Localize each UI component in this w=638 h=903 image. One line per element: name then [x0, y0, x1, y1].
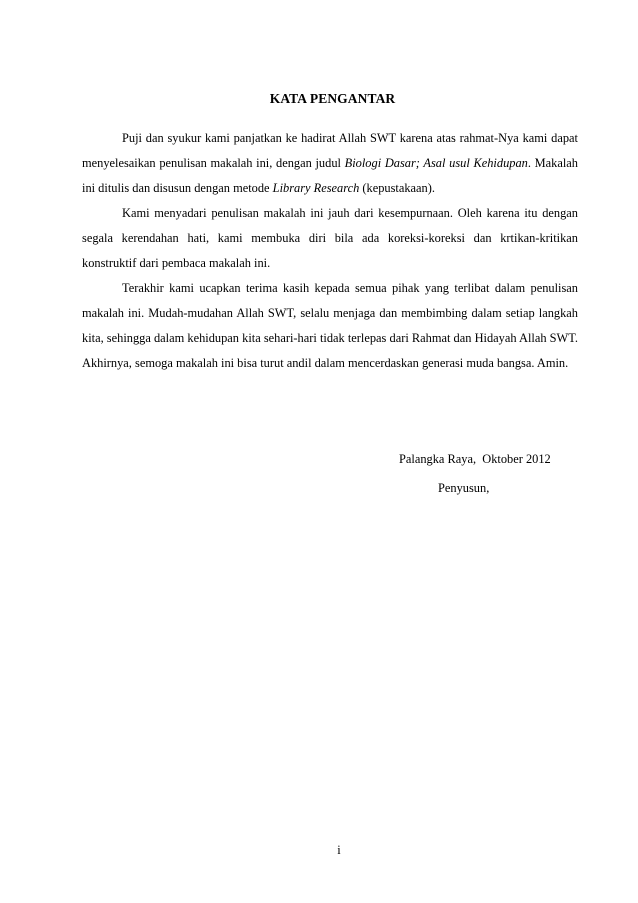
paragraph-acknowledgement: [82, 201, 578, 276]
paragraph-text: (kepustakaan).: [359, 181, 435, 195]
paragraph-text: Terakhir kami ucapkan terima kasih kepada semua pihak yang terlibat dalam penulisan makalah ini. Mudah-mudahan Allah SWT, selalu menjaga dan membimbing dalam setiap langkah kita, sehingga dalam kehidupan kita sehari-hari tidak terlepas dari Rahmat dan Hidayah Allah SWT. Akhirnya, semoga makalah ini bisa turut andil dalam mencerdaskan generasi muda bangsa. Amin.: [82, 281, 578, 370]
signer-label: Penyusun,: [438, 481, 490, 495]
paragraph-closing: [82, 276, 578, 376]
research-method: Library Research: [272, 181, 360, 195]
page-title: KATA PENGANTAR: [269, 91, 396, 106]
paragraph-text: . Makalah ini ditulis dan disusun dengan metode: [82, 156, 578, 195]
place-and-date: Palangka Raya, Oktober 2012: [399, 452, 551, 466]
paragraph-gratitude: [82, 126, 578, 201]
paragraph-text: Puji dan syukur kami panjatkan ke hadirat Allah SWT karena atas rahmat-Nya kami dapat menyelesaikan penulisan makalah ini, dengan judul: [82, 131, 578, 170]
page-number: i: [337, 843, 341, 857]
book-title: Biologi Dasar; Asal usul Kehidupan: [344, 156, 528, 170]
paragraph-text: Kami menyadari penulisan makalah ini jauh dari kesempurnaan. Oleh karena itu dengan segala kerendahan hati, kami membuka diri bila ada koreksi-koreksi dan krtikan-kritikan konstruktif dari pembaca makalah ini.: [82, 206, 578, 270]
